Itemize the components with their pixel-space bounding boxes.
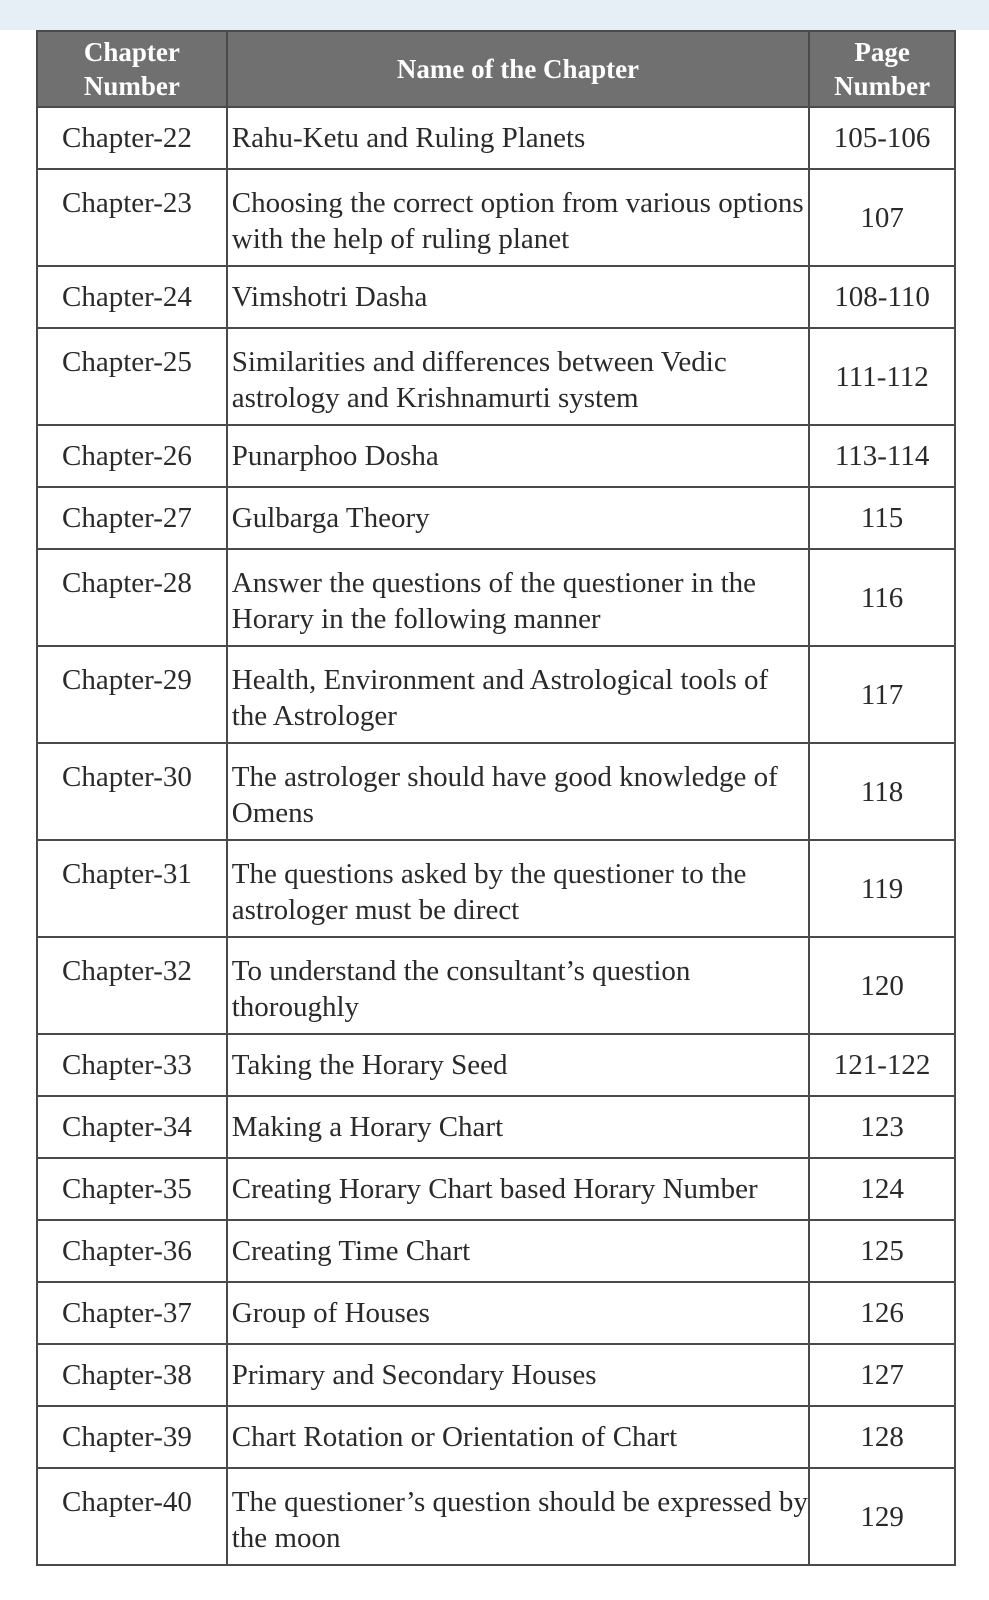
page-number: 125	[809, 1220, 955, 1282]
table-row	[37, 1282, 955, 1344]
chapter-number: Chapter-35	[37, 1158, 227, 1220]
chapter-number: Chapter-26	[37, 425, 227, 487]
contents-table	[36, 30, 956, 1566]
page-number: 111-112	[809, 328, 955, 425]
page-number: 123	[809, 1096, 955, 1158]
header-page-number: Page Number	[809, 31, 955, 107]
header-chapter-name: Name of the Chapter	[227, 31, 809, 107]
chapter-number: Chapter-38	[37, 1344, 227, 1406]
page-number: 126	[809, 1282, 955, 1344]
table-row	[37, 266, 955, 328]
chapter-name: Rahu-Ketu and Ruling Planets	[227, 107, 809, 169]
chapter-number: Chapter-28	[37, 549, 227, 646]
chapter-name: Group of Houses	[227, 1282, 809, 1344]
chapter-number: Chapter-24	[37, 266, 227, 328]
chapter-name: Gulbarga Theory	[227, 487, 809, 549]
table-row	[37, 1220, 955, 1282]
table-row	[37, 169, 955, 266]
table-row	[37, 487, 955, 549]
chapter-number: Chapter-37	[37, 1282, 227, 1344]
page-number: 107	[809, 169, 955, 266]
chapter-name: The questioner’s question should be expressed by the moon	[227, 1468, 809, 1565]
chapter-name: Making a Horary Chart	[227, 1096, 809, 1158]
table-row	[37, 1344, 955, 1406]
table-row	[37, 840, 955, 937]
table-row	[37, 328, 955, 425]
chapter-name: To understand the consultant’s question thoroughly	[227, 937, 809, 1034]
top-bar	[0, 0, 989, 30]
page-number: 121-122	[809, 1034, 955, 1096]
page-number: 115	[809, 487, 955, 549]
chapter-number: Chapter-33	[37, 1034, 227, 1096]
chapter-number: Chapter-36	[37, 1220, 227, 1282]
page-number: 127	[809, 1344, 955, 1406]
page-number: 119	[809, 840, 955, 937]
header-row	[37, 31, 955, 107]
chapter-number: Chapter-29	[37, 646, 227, 743]
page-number: 117	[809, 646, 955, 743]
chapter-name: Answer the questions of the questioner in the Horary in the following manner	[227, 549, 809, 646]
chapter-number: Chapter-27	[37, 487, 227, 549]
chapter-name: The questions asked by the questioner to the astrologer must be direct	[227, 840, 809, 937]
page-number: 113-114	[809, 425, 955, 487]
table-row	[37, 937, 955, 1034]
chapter-name: Taking the Horary Seed	[227, 1034, 809, 1096]
chapter-name: Chart Rotation or Orientation of Chart	[227, 1406, 809, 1468]
chapter-number: Chapter-23	[37, 169, 227, 266]
header-chapter-number: Chapter Number	[37, 31, 227, 107]
chapter-name: Choosing the correct option from various options with the help of ruling planet	[227, 169, 809, 266]
table-row	[37, 1468, 955, 1565]
table-row	[37, 1096, 955, 1158]
page-number: 128	[809, 1406, 955, 1468]
chapter-name: Similarities and differences between Vedic astrology and Krishnamurti system	[227, 328, 809, 425]
chapter-name: Health, Environment and Astrological tools of the Astrologer	[227, 646, 809, 743]
table-row	[37, 1034, 955, 1096]
page-number: 105-106	[809, 107, 955, 169]
chapter-number: Chapter-25	[37, 328, 227, 425]
table-row	[37, 425, 955, 487]
page-number: 120	[809, 937, 955, 1034]
chapter-number: Chapter-39	[37, 1406, 227, 1468]
page-number: 116	[809, 549, 955, 646]
table-row	[37, 1158, 955, 1220]
chapter-number: Chapter-40	[37, 1468, 227, 1565]
table-row	[37, 107, 955, 169]
chapter-number: Chapter-32	[37, 937, 227, 1034]
chapter-name: Creating Time Chart	[227, 1220, 809, 1282]
table-row	[37, 1406, 955, 1468]
page-number: 118	[809, 743, 955, 840]
table-row	[37, 743, 955, 840]
page-number: 129	[809, 1468, 955, 1565]
chapter-name: Vimshotri Dasha	[227, 266, 809, 328]
chapter-name: The astrologer should have good knowledge of Omens	[227, 743, 809, 840]
chapter-name: Creating Horary Chart based Horary Number	[227, 1158, 809, 1220]
chapter-number: Chapter-22	[37, 107, 227, 169]
table-row	[37, 646, 955, 743]
chapter-number: Chapter-30	[37, 743, 227, 840]
chapter-number: Chapter-34	[37, 1096, 227, 1158]
table-row	[37, 549, 955, 646]
chapter-name: Punarphoo Dosha	[227, 425, 809, 487]
chapter-name: Primary and Secondary Houses	[227, 1344, 809, 1406]
chapter-number: Chapter-31	[37, 840, 227, 937]
page-number: 124	[809, 1158, 955, 1220]
page-number: 108-110	[809, 266, 955, 328]
